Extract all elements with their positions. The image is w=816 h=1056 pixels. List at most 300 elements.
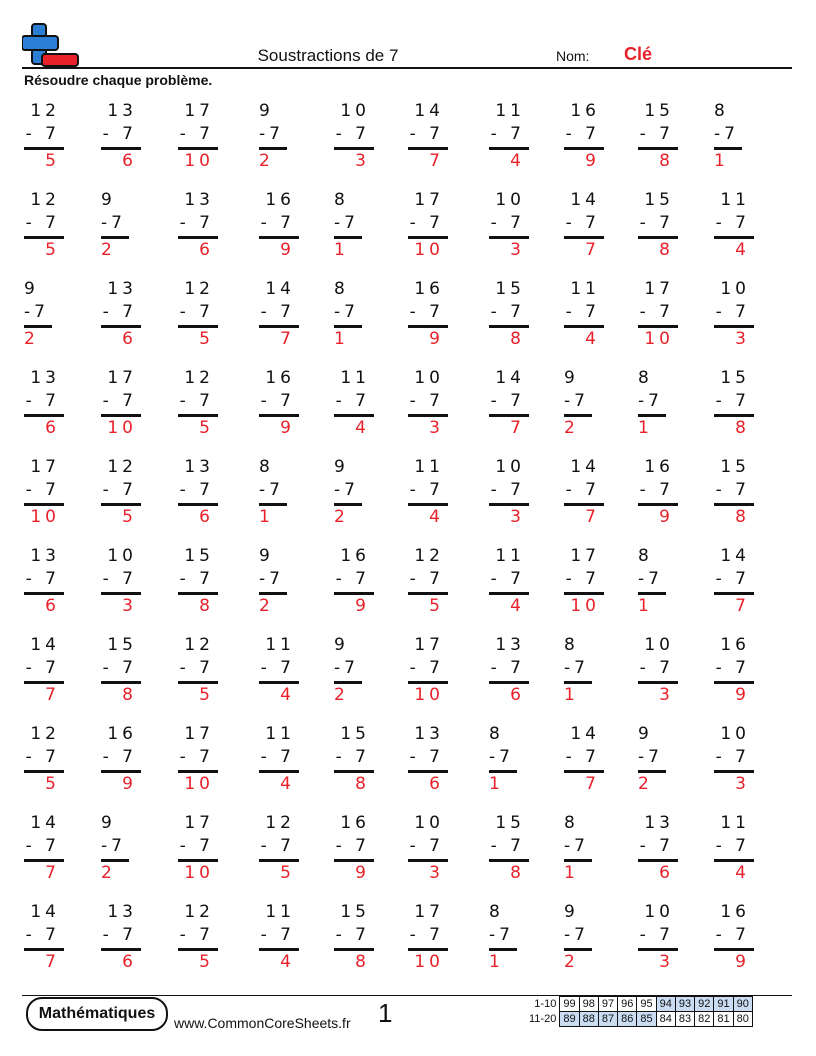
answer: 2 bbox=[101, 240, 116, 260]
answer: 2 bbox=[259, 151, 274, 171]
answer: 5 bbox=[45, 240, 60, 260]
problem bbox=[24, 457, 78, 537]
answer-line bbox=[564, 503, 604, 506]
answer: 3 bbox=[510, 507, 525, 527]
score-range: 1-10 bbox=[534, 998, 557, 1010]
problem bbox=[408, 902, 462, 982]
subtrahend: - 7 bbox=[25, 124, 60, 144]
answer: 2 bbox=[638, 774, 653, 794]
answer: 5 bbox=[45, 151, 60, 171]
answer: 9 bbox=[355, 596, 370, 616]
answer: 8 bbox=[735, 507, 750, 527]
minuend: 15 bbox=[340, 902, 370, 922]
answer-line bbox=[714, 770, 754, 773]
answer: 4 bbox=[735, 863, 750, 883]
subtrahend: - 7 bbox=[639, 213, 674, 233]
answer-line bbox=[564, 859, 592, 862]
problem bbox=[101, 635, 155, 715]
problem bbox=[334, 813, 388, 893]
minuend: 10 bbox=[414, 813, 444, 833]
minuend: 14 bbox=[30, 813, 60, 833]
minuend: 10 bbox=[495, 457, 525, 477]
problem bbox=[334, 724, 388, 804]
minuend: 12 bbox=[184, 635, 214, 655]
answer: 7 bbox=[510, 418, 525, 438]
score-cell: 85 bbox=[637, 1012, 656, 1027]
subtrahend: - 7 bbox=[179, 124, 214, 144]
answer: 1 bbox=[564, 685, 579, 705]
subtrahend: -7 bbox=[101, 836, 126, 856]
answer: 3 bbox=[735, 329, 750, 349]
problem bbox=[259, 813, 313, 893]
score-cell: 92 bbox=[695, 997, 714, 1012]
answer: 5 bbox=[199, 952, 214, 972]
subtrahend: - 7 bbox=[409, 925, 444, 945]
answer-line bbox=[334, 859, 374, 862]
answer-line bbox=[638, 325, 678, 328]
answer: 5 bbox=[280, 863, 295, 883]
site-url: www.CommonCoreSheets.fr bbox=[174, 1015, 351, 1031]
subtrahend: - 7 bbox=[409, 480, 444, 500]
answer-line bbox=[489, 592, 529, 595]
minuend: 9 bbox=[259, 546, 274, 566]
answer-line bbox=[24, 414, 64, 417]
answer-line bbox=[259, 592, 287, 595]
problem bbox=[714, 279, 768, 359]
minuend: 10 bbox=[107, 546, 137, 566]
answer: 3 bbox=[122, 596, 137, 616]
answer: 9 bbox=[355, 863, 370, 883]
answer-line bbox=[564, 948, 592, 951]
problem bbox=[101, 190, 155, 270]
answer: 5 bbox=[199, 329, 214, 349]
answer-line bbox=[259, 859, 299, 862]
minuend: 13 bbox=[30, 546, 60, 566]
problem bbox=[714, 635, 768, 715]
problem bbox=[489, 279, 543, 359]
subtrahend: - 7 bbox=[102, 658, 137, 678]
answer: 6 bbox=[45, 596, 60, 616]
answer: 3 bbox=[659, 952, 674, 972]
answer-line bbox=[638, 681, 678, 684]
minuend: 8 bbox=[564, 635, 579, 655]
answer-line bbox=[408, 236, 448, 239]
answer: 7 bbox=[45, 952, 60, 972]
answer: 4 bbox=[280, 685, 295, 705]
answer: 3 bbox=[659, 685, 674, 705]
answer: 8 bbox=[510, 863, 525, 883]
answer-line bbox=[564, 592, 604, 595]
subtrahend: - 7 bbox=[715, 213, 750, 233]
problem bbox=[24, 902, 78, 982]
answer: 6 bbox=[199, 507, 214, 527]
answer-line bbox=[714, 503, 754, 506]
problem bbox=[101, 368, 155, 448]
problem bbox=[178, 457, 232, 537]
subtrahend: - 7 bbox=[715, 302, 750, 322]
problem bbox=[101, 724, 155, 804]
answer-line bbox=[564, 681, 592, 684]
instructions: Résoudre chaque problème. bbox=[24, 72, 213, 88]
problem bbox=[178, 724, 232, 804]
problem bbox=[489, 368, 543, 448]
problem bbox=[714, 813, 768, 893]
answer: 6 bbox=[659, 863, 674, 883]
problem bbox=[101, 457, 155, 537]
answer-line bbox=[489, 414, 529, 417]
answer-line bbox=[714, 681, 754, 684]
problem bbox=[564, 279, 618, 359]
subtrahend: -7 bbox=[638, 569, 663, 589]
problem bbox=[714, 724, 768, 804]
problem bbox=[178, 546, 232, 626]
answer-line bbox=[408, 859, 448, 862]
minuend: 17 bbox=[570, 546, 600, 566]
answer: 9 bbox=[735, 685, 750, 705]
minuend: 15 bbox=[107, 635, 137, 655]
problem bbox=[714, 902, 768, 982]
answer: 8 bbox=[355, 774, 370, 794]
subtrahend: - 7 bbox=[490, 658, 525, 678]
answer: 4 bbox=[280, 774, 295, 794]
answer-line bbox=[408, 414, 448, 417]
answer-line bbox=[101, 592, 141, 595]
minuend: 9 bbox=[564, 368, 579, 388]
subtrahend: -7 bbox=[564, 391, 589, 411]
problem bbox=[101, 813, 155, 893]
score-cell: 89 bbox=[560, 1012, 579, 1027]
answer-line bbox=[714, 948, 754, 951]
subtrahend: -7 bbox=[334, 302, 359, 322]
subtrahend: - 7 bbox=[179, 658, 214, 678]
subtrahend: - 7 bbox=[260, 658, 295, 678]
minuend: 17 bbox=[184, 813, 214, 833]
answer: 4 bbox=[510, 596, 525, 616]
answer-line bbox=[259, 948, 299, 951]
subtrahend: -7 bbox=[259, 124, 284, 144]
minuend: 17 bbox=[107, 368, 137, 388]
minuend: 12 bbox=[30, 101, 60, 121]
subtrahend: - 7 bbox=[179, 747, 214, 767]
minuend: 14 bbox=[570, 457, 600, 477]
answer: 10 bbox=[30, 507, 60, 527]
answer-line bbox=[178, 681, 218, 684]
minuend: 15 bbox=[495, 279, 525, 299]
problem bbox=[178, 368, 232, 448]
score-cell: 91 bbox=[714, 997, 733, 1012]
problem bbox=[564, 546, 618, 626]
answer-line bbox=[408, 948, 448, 951]
answer: 8 bbox=[355, 952, 370, 972]
problem bbox=[24, 813, 78, 893]
name-label: Nom: bbox=[556, 48, 590, 64]
problem bbox=[408, 546, 462, 626]
answer: 10 bbox=[414, 240, 444, 260]
answer-line bbox=[24, 147, 64, 150]
minuend: 9 bbox=[24, 279, 39, 299]
minuend: 11 bbox=[495, 101, 525, 121]
answer: 1 bbox=[489, 952, 504, 972]
answer: 2 bbox=[564, 418, 579, 438]
answer-line bbox=[178, 503, 218, 506]
minuend: 14 bbox=[570, 724, 600, 744]
subtrahend: -7 bbox=[101, 213, 126, 233]
subtrahend: -7 bbox=[334, 658, 359, 678]
answer-line bbox=[489, 770, 517, 773]
subtrahend: - 7 bbox=[179, 480, 214, 500]
minuend: 16 bbox=[107, 724, 137, 744]
answer: 5 bbox=[199, 418, 214, 438]
minuend: 13 bbox=[184, 457, 214, 477]
subtrahend: - 7 bbox=[490, 836, 525, 856]
answer-line bbox=[24, 948, 64, 951]
problem bbox=[564, 813, 618, 893]
problem bbox=[638, 279, 692, 359]
answer-line bbox=[178, 948, 218, 951]
answer: 4 bbox=[355, 418, 370, 438]
subtrahend: - 7 bbox=[409, 302, 444, 322]
score-cell: 84 bbox=[656, 1012, 675, 1027]
answer-line bbox=[178, 859, 218, 862]
minuend: 14 bbox=[495, 368, 525, 388]
answer: 4 bbox=[429, 507, 444, 527]
answer: 10 bbox=[570, 596, 600, 616]
answer-line bbox=[489, 325, 529, 328]
subtrahend: -7 bbox=[489, 925, 514, 945]
minuend: 11 bbox=[340, 368, 370, 388]
answer-line bbox=[564, 770, 604, 773]
subtrahend: - 7 bbox=[715, 836, 750, 856]
subtrahend: - 7 bbox=[490, 480, 525, 500]
answer: 2 bbox=[101, 863, 116, 883]
subtrahend: - 7 bbox=[715, 658, 750, 678]
answer: 8 bbox=[659, 151, 674, 171]
answer: 9 bbox=[659, 507, 674, 527]
problem bbox=[714, 190, 768, 270]
subtrahend: - 7 bbox=[102, 124, 137, 144]
subtrahend: - 7 bbox=[335, 569, 370, 589]
answer: 4 bbox=[280, 952, 295, 972]
problem bbox=[178, 813, 232, 893]
subtrahend: - 7 bbox=[335, 391, 370, 411]
subtrahend: - 7 bbox=[565, 302, 600, 322]
answer-line bbox=[714, 859, 754, 862]
answer-line bbox=[24, 592, 64, 595]
answer: 1 bbox=[259, 507, 274, 527]
subtrahend: - 7 bbox=[565, 480, 600, 500]
problem bbox=[178, 279, 232, 359]
subtrahend: - 7 bbox=[409, 658, 444, 678]
answer: 1 bbox=[334, 240, 349, 260]
minuend: 16 bbox=[265, 368, 295, 388]
minuend: 15 bbox=[644, 190, 674, 210]
minuend: 14 bbox=[265, 279, 295, 299]
answer-line bbox=[638, 859, 678, 862]
subtrahend: - 7 bbox=[639, 836, 674, 856]
subtrahend: - 7 bbox=[715, 391, 750, 411]
problem bbox=[24, 101, 78, 181]
minuend: 12 bbox=[184, 279, 214, 299]
problem bbox=[564, 724, 618, 804]
problem bbox=[24, 368, 78, 448]
answer: 7 bbox=[280, 329, 295, 349]
problem bbox=[259, 368, 313, 448]
answer-line bbox=[489, 147, 529, 150]
answer-line bbox=[638, 948, 678, 951]
problem bbox=[564, 902, 618, 982]
answer-line bbox=[334, 770, 374, 773]
subtrahend: -7 bbox=[24, 302, 49, 322]
answer-line bbox=[334, 948, 374, 951]
minuend: 14 bbox=[570, 190, 600, 210]
answer-line bbox=[489, 948, 517, 951]
answer: 10 bbox=[644, 329, 674, 349]
subtrahend: -7 bbox=[564, 658, 589, 678]
minuend: 11 bbox=[720, 813, 750, 833]
subtrahend: - 7 bbox=[102, 302, 137, 322]
answer-line bbox=[178, 592, 218, 595]
answer-line bbox=[259, 414, 299, 417]
answer: 4 bbox=[585, 329, 600, 349]
subtrahend: -7 bbox=[638, 747, 663, 767]
subtrahend: - 7 bbox=[639, 658, 674, 678]
problem bbox=[259, 902, 313, 982]
problem bbox=[564, 457, 618, 537]
problem bbox=[259, 635, 313, 715]
problem bbox=[259, 724, 313, 804]
minuend: 15 bbox=[184, 546, 214, 566]
minuend: 8 bbox=[638, 546, 653, 566]
subtrahend: - 7 bbox=[409, 836, 444, 856]
problem bbox=[408, 813, 462, 893]
answer: 8 bbox=[510, 329, 525, 349]
minuend: 16 bbox=[570, 101, 600, 121]
answer: 1 bbox=[638, 596, 653, 616]
subtrahend: - 7 bbox=[25, 213, 60, 233]
problem bbox=[178, 902, 232, 982]
answer: 6 bbox=[122, 952, 137, 972]
minuend: 13 bbox=[107, 902, 137, 922]
score-cell: 80 bbox=[733, 1012, 752, 1027]
answer: 1 bbox=[334, 329, 349, 349]
problem bbox=[638, 368, 692, 448]
subtrahend: - 7 bbox=[409, 213, 444, 233]
minuend: 13 bbox=[30, 368, 60, 388]
problem bbox=[714, 368, 768, 448]
subtrahend: - 7 bbox=[260, 213, 295, 233]
problem bbox=[489, 724, 543, 804]
problem bbox=[259, 101, 313, 181]
subtrahend: - 7 bbox=[179, 925, 214, 945]
answer: 2 bbox=[334, 507, 349, 527]
answer: 10 bbox=[184, 774, 214, 794]
minuend: 13 bbox=[107, 101, 137, 121]
problem bbox=[489, 635, 543, 715]
answer-line bbox=[101, 503, 141, 506]
minuend: 13 bbox=[107, 279, 137, 299]
subtrahend: - 7 bbox=[25, 391, 60, 411]
subtrahend: - 7 bbox=[565, 124, 600, 144]
subtrahend: - 7 bbox=[409, 391, 444, 411]
answer: 2 bbox=[334, 685, 349, 705]
page-title: Soustractions de 7 bbox=[257, 46, 399, 65]
subtrahend: - 7 bbox=[25, 569, 60, 589]
answer-line bbox=[714, 592, 754, 595]
subtrahend: -7 bbox=[489, 747, 514, 767]
subtrahend: - 7 bbox=[179, 213, 214, 233]
brand-badge: Mathématiques bbox=[26, 997, 168, 1031]
subtrahend: - 7 bbox=[102, 391, 137, 411]
problem bbox=[334, 101, 388, 181]
answer-line bbox=[178, 770, 218, 773]
answer: 10 bbox=[184, 863, 214, 883]
problem bbox=[178, 635, 232, 715]
score-cell: 82 bbox=[695, 1012, 714, 1027]
answer: 8 bbox=[199, 596, 214, 616]
answer: 10 bbox=[107, 418, 137, 438]
problem bbox=[178, 190, 232, 270]
answer: 3 bbox=[429, 863, 444, 883]
subtrahend: - 7 bbox=[179, 302, 214, 322]
minuend: 17 bbox=[414, 635, 444, 655]
problem bbox=[564, 635, 618, 715]
subtrahend: - 7 bbox=[409, 124, 444, 144]
minuend: 12 bbox=[107, 457, 137, 477]
subtrahend: - 7 bbox=[490, 391, 525, 411]
answer: 9 bbox=[122, 774, 137, 794]
minuend: 13 bbox=[184, 190, 214, 210]
problem bbox=[408, 279, 462, 359]
minuend: 17 bbox=[184, 724, 214, 744]
answer: 2 bbox=[24, 329, 39, 349]
answer-line bbox=[408, 770, 448, 773]
problem bbox=[101, 279, 155, 359]
subtrahend: - 7 bbox=[260, 925, 295, 945]
answer-line bbox=[638, 147, 678, 150]
minuend: 9 bbox=[101, 190, 116, 210]
minuend: 8 bbox=[334, 190, 349, 210]
subtrahend: - 7 bbox=[715, 480, 750, 500]
minuend: 8 bbox=[714, 101, 729, 121]
subtrahend: - 7 bbox=[102, 480, 137, 500]
subtrahend: -7 bbox=[564, 925, 589, 945]
answer-line bbox=[638, 770, 666, 773]
subtrahend: - 7 bbox=[102, 569, 137, 589]
subtrahend: - 7 bbox=[565, 747, 600, 767]
problem bbox=[259, 457, 313, 537]
subtrahend: - 7 bbox=[25, 747, 60, 767]
subtrahend: -7 bbox=[714, 124, 739, 144]
answer-line bbox=[714, 325, 754, 328]
minuend: 9 bbox=[259, 101, 274, 121]
subtrahend: - 7 bbox=[335, 836, 370, 856]
answer-line bbox=[101, 770, 141, 773]
answer: 10 bbox=[414, 952, 444, 972]
answer: 9 bbox=[429, 329, 444, 349]
minuend: 16 bbox=[720, 902, 750, 922]
problem bbox=[638, 190, 692, 270]
minuend: 11 bbox=[414, 457, 444, 477]
answer: 2 bbox=[564, 952, 579, 972]
minuend: 10 bbox=[340, 101, 370, 121]
problem bbox=[489, 546, 543, 626]
page-number: 1 bbox=[378, 998, 393, 1028]
problem bbox=[101, 101, 155, 181]
minuend: 12 bbox=[184, 902, 214, 922]
answer-line bbox=[638, 236, 678, 239]
minuend: 8 bbox=[564, 813, 579, 833]
score-cell: 99 bbox=[560, 997, 579, 1012]
